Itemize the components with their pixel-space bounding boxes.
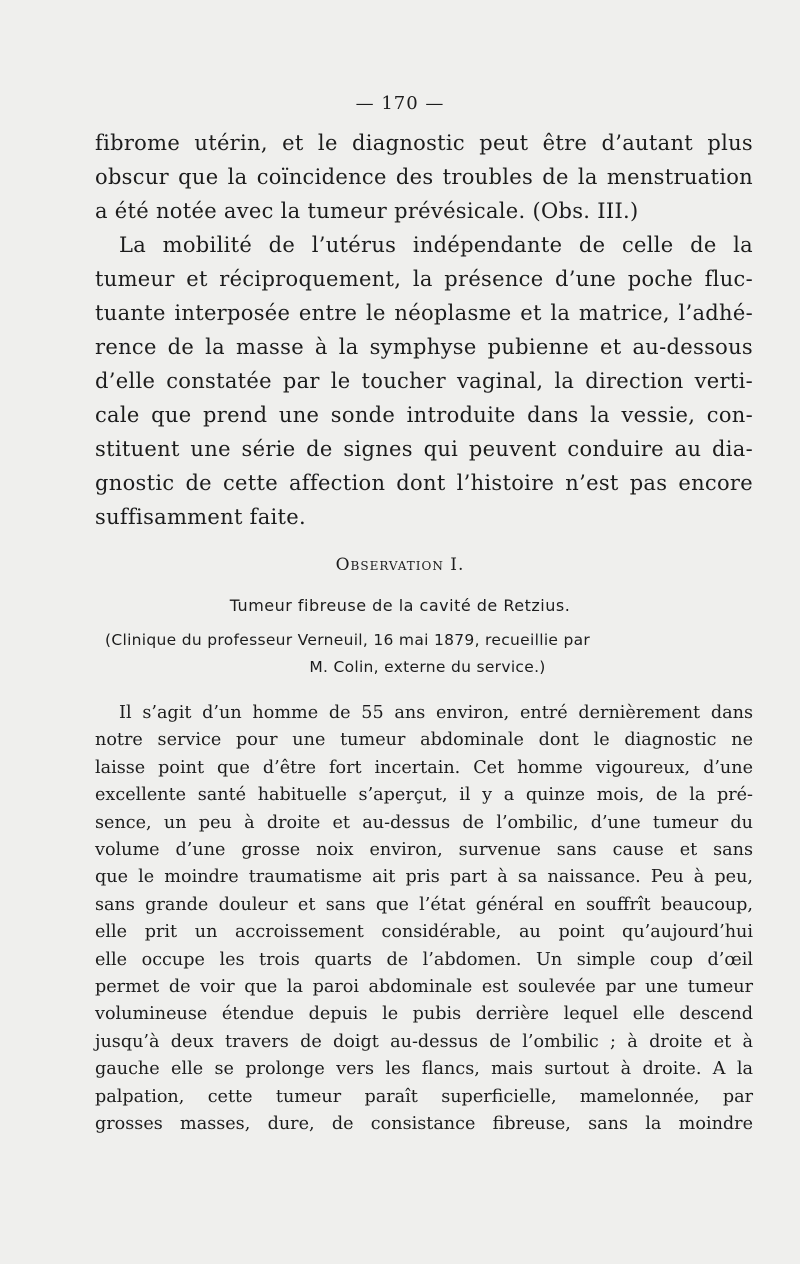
intro-paragraph (95, 126, 753, 228)
text-line: jusqu’à deux travers de doigt au-dessus de l’ombilic ; à droite et à (95, 1031, 753, 1052)
page-number: — 170 — (355, 93, 445, 114)
observation-heading: Observation I. (335, 555, 465, 575)
text-line: laisse point que d’être fort incertain. Cet homme vigoureux, d’une (95, 757, 753, 778)
text-line: volumineuse étendue depuis le pubis derrière lequel elle descend (95, 1004, 753, 1025)
second-paragraph (95, 228, 753, 534)
text-line: stituent une série de signes qui peuvent conduire au dia- (95, 437, 753, 461)
text-line: (Clinique du professeur Verneuil, 16 mai 1879, recueillie par (105, 631, 591, 649)
text-line: elle prit un accroissement considérable, au point qu’aujourd’hui (95, 922, 753, 943)
text-line: tuante interposée entre le néoplasme et la matrice, l’adhé- (95, 301, 753, 325)
text-line: palpation, cette tumeur paraît superficielle, mamelonnée, par (95, 1086, 753, 1107)
text-line: d’elle constatée par le toucher vaginal, la direction verti- (95, 369, 753, 393)
text-line: Il s’agit d’un homme de 55 ans environ, entré dernièrement dans (119, 703, 753, 723)
text-line: rence de la masse à la symphyse pubienne et au-dessous (95, 335, 753, 359)
clinique-note (105, 627, 750, 681)
text-line: M. Colin, externe du service.) (309, 658, 546, 676)
text-line: a été notée avec la tumeur prévésicale. (Obs. III.) (95, 199, 639, 223)
text-line: gauche elle se prolonge vers les flancs, mais surtout à droite. A la (95, 1059, 753, 1080)
text-line: que le moindre traumatisme ait pris part à sa naissance. Peu à peu, (95, 867, 753, 888)
text-line: cale que prend une sonde introduite dans la vessie, con- (95, 403, 753, 427)
text-line: excellente santé habituelle s’aperçut, il y a quinze mois, de la pré- (95, 785, 753, 806)
text-line: obscur que la coïncidence des troubles de la menstruation (95, 165, 753, 189)
body-paragraph (95, 700, 753, 1139)
text-line: elle occupe les trois quarts de l’abdomen. Un simple coup d’œil (95, 949, 753, 970)
text-line: volume d’une grosse noix environ, survenue sans cause et sans (95, 840, 753, 861)
text-line: notre service pour une tumeur abdominale dont le diagnostic ne (95, 730, 753, 751)
text-line: grosses masses, dure, de consistance fibreuse, sans la moindre (95, 1114, 753, 1135)
text-line: sans grande douleur et sans que l’état général en souffrît beaucoup, (95, 894, 753, 915)
text-line: tumeur et réciproquement, la présence d’une poche fluc- (95, 267, 753, 291)
text-line: sence, un peu à droite et au-dessus de l’ombilic, d’une tumeur du (95, 812, 753, 833)
text-line: permet de voir que la paroi abdominale est soulevée par une tumeur (95, 977, 753, 998)
text-line: fibrome utérin, et le diagnostic peut être d’autant plus (95, 131, 753, 155)
text-line: La mobilité de l’utérus indépendante de celle de la (119, 233, 753, 257)
observation-subtitle: Tumeur fibreuse de la cavité de Retzius. (229, 596, 571, 615)
text-line: gnostic de cette affection dont l’histoire n’est pas encore (95, 471, 753, 495)
text-line: suffisamment faite. (95, 505, 307, 529)
